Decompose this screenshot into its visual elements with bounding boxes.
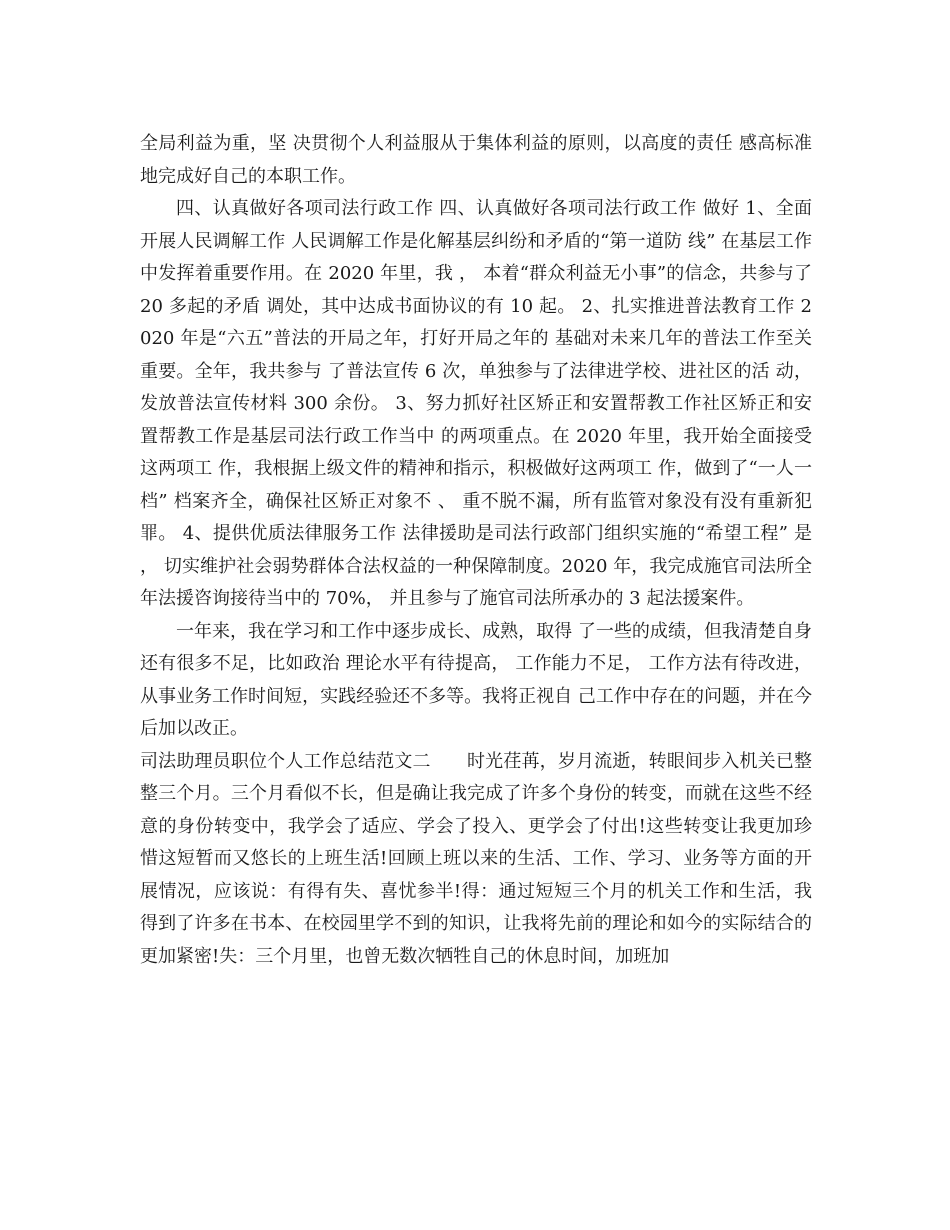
paragraph-year-summary: 一年来，我在学习和工作中逐步成长、成熟，取得 了一些的成绩，但我清楚自身还有很多不足，比如政治 理论水平有待提高， 工作能力不足， 工作方法有待改进， 从事业务工作时间短，实践经验还不多等。我将正视自 己工作中存在的问题，并在今后加以改正。 <box>140 620 818 739</box>
paragraph-judicial-work: 四、认真做好各项司法行政工作 四、认真做好各项司法行政工作 做好 1、全面开展人民调解工作 人民调解工作是化解基层纠纷和矛盾的“第一道防 线” 在基层工作中发挥着重要作用。在 2020 年里，我 ， 本着“群众利益无小事”的信念，共参与了 20 多起的矛盾 调处，其中达成书面协议的有 10 起。 2、扎实推进普法教育工作 2020 年是“六五”普法的开局之年，打好开局之年的 基础对未来几年的普法工作至关重要。全年，我共参与 了普法宣传 6 次，单独参与了法律进学校、进社区的活 动，发放普法宣传材料 300 余份。 3、努力抓好社区矫正和安置帮教工作社区矫正和安置帮教工作是基层司法行政工作当中 的两项重点。在 2020 年里，我开始全面接受这两项工 作，我根据上级文件的精神和指示，积极做好这两项工 作，做到了“一人一档” 档案齐全，确保社区矫正对象不 、 重不脱不漏，所有监管对象没有没有重新犯罪。 4、提供优质法律服务工作 法律援助是司法行政部门组织实施的“希望工程” 是 ， 切实维护社会弱势群体合法权益的一种保障制度。2020 年，我完成施官司法所全年法援咨询接待当中的 70%， 并且参与了施官司法所承办的 3 起法援案件。 <box>140 198 818 609</box>
paragraph-closing-intro: 全局利益为重，坚 决贯彻个人利益服从于集体利益的原则，以高度的责任 感高标准地完成好自己的本职工作。 <box>140 133 812 187</box>
document-page <box>140 128 818 973</box>
paragraph-sample-two: 司法助理员职位个人工作总结范文二 时光荏苒，岁月流逝，转眼间步入机关已整整三个月。三个月看似不长，但是确让我完成了许多个身份的转变，而就在这些不经意的身份转变中，我学会了适应、学会了投入、更学会了付出!这些转变让我更加珍惜这短暂而又悠长的上班生活!回顾上班以来的生活、工作、学习、业务等方面的开展情况，应该说：有得有失、喜忧参半!得：通过短短三个月的机关工作和生活，我得到了许多在书本、在校园里学不到的知识，让我将先前的理论和如今的实际结合的更加紧密!失：三个月里，也曾无数次牺牲自己的休息时间，加班加 <box>140 750 812 967</box>
